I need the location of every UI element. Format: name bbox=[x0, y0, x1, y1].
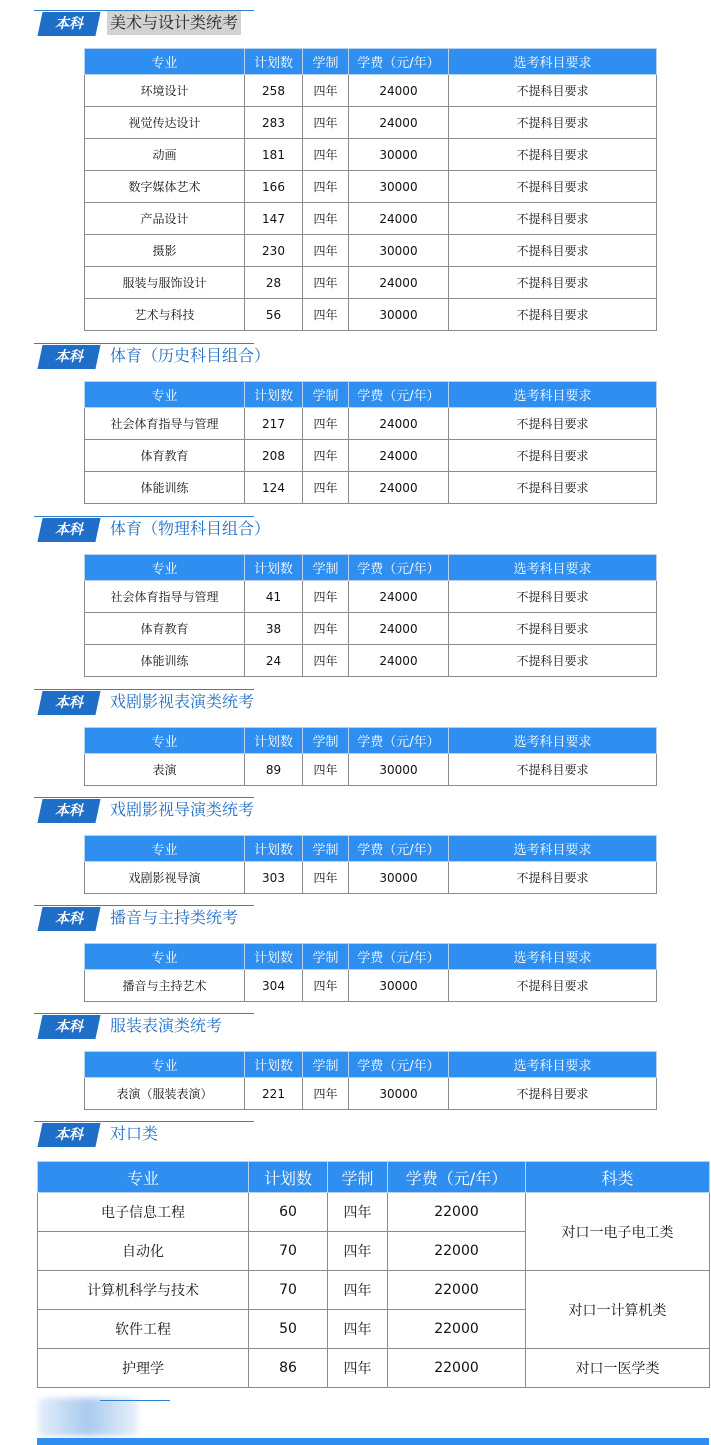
cell-fee: 30000 bbox=[349, 970, 449, 1002]
cell-category: 对口一医学类 bbox=[526, 1349, 710, 1388]
table-row bbox=[85, 754, 657, 786]
cell-years: 四年 bbox=[303, 139, 349, 171]
section-title: 体育（物理科目组合） bbox=[110, 519, 271, 538]
cell-req: 不提科目要求 bbox=[449, 613, 657, 645]
cell-req: 不提科目要求 bbox=[449, 408, 657, 440]
column-header-plan: 计划数 bbox=[245, 555, 303, 581]
column-header-years: 学制 bbox=[303, 555, 349, 581]
column-header-fee: 学费（元/年） bbox=[349, 382, 449, 408]
table-row bbox=[85, 472, 657, 504]
plan-table bbox=[84, 943, 657, 1002]
cell-fee: 24000 bbox=[349, 581, 449, 613]
column-header-fee: 学费（元/年） bbox=[349, 836, 449, 862]
column-header-major: 专业 bbox=[85, 944, 245, 970]
section-header bbox=[34, 905, 294, 933]
column-header-fee: 学费（元/年） bbox=[349, 555, 449, 581]
cell-plan: 70 bbox=[249, 1232, 328, 1271]
cell-major: 社会体育指导与管理 bbox=[85, 408, 245, 440]
blurred-badge bbox=[38, 1398, 138, 1436]
cell-fee: 30000 bbox=[349, 1078, 449, 1110]
column-header-major: 专业 bbox=[85, 49, 245, 75]
cell-plan: 56 bbox=[245, 299, 303, 331]
cell-years: 四年 bbox=[303, 472, 349, 504]
cell-years: 四年 bbox=[303, 645, 349, 677]
table-header-row bbox=[85, 1052, 657, 1078]
cell-fee: 24000 bbox=[349, 107, 449, 139]
column-header-fee: 学费（元/年） bbox=[349, 944, 449, 970]
cell-category: 对口一电子电工类 bbox=[526, 1193, 710, 1271]
cell-years: 四年 bbox=[303, 440, 349, 472]
cell-req: 不提科目要求 bbox=[449, 139, 657, 171]
section-header bbox=[34, 1121, 294, 1149]
cell-plan: 304 bbox=[245, 970, 303, 1002]
section-header bbox=[34, 343, 294, 371]
cell-major: 计算机科学与技术 bbox=[38, 1271, 249, 1310]
column-header-plan: 计划数 bbox=[245, 382, 303, 408]
cell-years: 四年 bbox=[303, 299, 349, 331]
level-badge bbox=[37, 518, 100, 542]
badge-label: 本科 bbox=[55, 1127, 83, 1143]
plan-table bbox=[84, 48, 657, 331]
column-header-subject: 选考科目要求 bbox=[449, 944, 657, 970]
cell-fee: 22000 bbox=[388, 1232, 526, 1271]
level-badge bbox=[37, 345, 100, 369]
cell-plan: 86 bbox=[249, 1349, 328, 1388]
table-row bbox=[85, 139, 657, 171]
cell-fee: 24000 bbox=[349, 75, 449, 107]
cell-plan: 166 bbox=[245, 171, 303, 203]
badge-label: 本科 bbox=[55, 803, 83, 819]
table-header-row bbox=[85, 728, 657, 754]
column-header-major: 专业 bbox=[85, 1052, 245, 1078]
cell-major: 电子信息工程 bbox=[38, 1193, 249, 1232]
cell-req: 不提科目要求 bbox=[449, 235, 657, 267]
column-header-subject: 选考科目要求 bbox=[449, 1052, 657, 1078]
cell-years: 四年 bbox=[328, 1349, 388, 1388]
cell-fee: 24000 bbox=[349, 613, 449, 645]
cell-fee: 30000 bbox=[349, 754, 449, 786]
cell-major: 动画 bbox=[85, 139, 245, 171]
table-header-row bbox=[85, 49, 657, 75]
column-header-subject: 选考科目要求 bbox=[449, 382, 657, 408]
cell-plan: 217 bbox=[245, 408, 303, 440]
cell-major: 摄影 bbox=[85, 235, 245, 267]
cell-major: 体育教育 bbox=[85, 613, 245, 645]
table-row bbox=[85, 299, 657, 331]
cell-req: 不提科目要求 bbox=[449, 970, 657, 1002]
column-header-plan: 计划数 bbox=[249, 1162, 328, 1193]
section-title: 服装表演类统考 bbox=[110, 1016, 223, 1035]
section-title: 戏剧影视导演类统考 bbox=[110, 800, 255, 819]
plan-table bbox=[84, 554, 657, 677]
cell-req: 不提科目要求 bbox=[449, 862, 657, 894]
plan-table bbox=[84, 381, 657, 504]
badge-label: 本科 bbox=[55, 349, 83, 365]
next-table-header bbox=[37, 1438, 709, 1445]
table-row bbox=[85, 613, 657, 645]
cell-req: 不提科目要求 bbox=[449, 645, 657, 677]
cell-years: 四年 bbox=[303, 754, 349, 786]
column-header-major: 专业 bbox=[85, 728, 245, 754]
cell-years: 四年 bbox=[328, 1232, 388, 1271]
table-row bbox=[85, 171, 657, 203]
column-header-fee: 学费（元/年） bbox=[349, 49, 449, 75]
cell-fee: 30000 bbox=[349, 235, 449, 267]
column-header-fee: 学费（元/年） bbox=[349, 728, 449, 754]
column-header-years: 学制 bbox=[303, 728, 349, 754]
cell-plan: 221 bbox=[245, 1078, 303, 1110]
cell-plan: 124 bbox=[245, 472, 303, 504]
table-row bbox=[85, 408, 657, 440]
cell-major: 软件工程 bbox=[38, 1310, 249, 1349]
cell-fee: 22000 bbox=[388, 1271, 526, 1310]
cell-fee: 22000 bbox=[388, 1310, 526, 1349]
column-header-subject: 选考科目要求 bbox=[449, 49, 657, 75]
cell-major: 产品设计 bbox=[85, 203, 245, 235]
cell-fee: 30000 bbox=[349, 139, 449, 171]
table-row bbox=[85, 107, 657, 139]
cell-req: 不提科目要求 bbox=[449, 203, 657, 235]
cell-major: 体育教育 bbox=[85, 440, 245, 472]
column-header-years: 学制 bbox=[303, 49, 349, 75]
level-badge bbox=[37, 1123, 100, 1147]
vocational-table bbox=[37, 1161, 710, 1388]
cell-years: 四年 bbox=[328, 1271, 388, 1310]
table-row bbox=[85, 970, 657, 1002]
cell-major: 体能训练 bbox=[85, 645, 245, 677]
cell-req: 不提科目要求 bbox=[449, 1078, 657, 1110]
level-badge bbox=[37, 907, 100, 931]
cell-plan: 89 bbox=[245, 754, 303, 786]
level-badge bbox=[37, 799, 100, 823]
cell-years: 四年 bbox=[303, 171, 349, 203]
column-header-major: 专业 bbox=[85, 382, 245, 408]
plan-table bbox=[84, 727, 657, 786]
badge-label: 本科 bbox=[55, 1019, 83, 1035]
cell-years: 四年 bbox=[303, 235, 349, 267]
table-row bbox=[85, 862, 657, 894]
table-row bbox=[85, 235, 657, 267]
cell-fee: 22000 bbox=[388, 1193, 526, 1232]
cell-plan: 181 bbox=[245, 139, 303, 171]
cell-fee: 24000 bbox=[349, 440, 449, 472]
cell-plan: 303 bbox=[245, 862, 303, 894]
table-row bbox=[38, 1349, 710, 1388]
cell-major: 戏剧影视导演 bbox=[85, 862, 245, 894]
badge-label: 本科 bbox=[55, 911, 83, 927]
cell-major: 社会体育指导与管理 bbox=[85, 581, 245, 613]
cell-years: 四年 bbox=[303, 581, 349, 613]
cell-major: 自动化 bbox=[38, 1232, 249, 1271]
cell-req: 不提科目要求 bbox=[449, 754, 657, 786]
cell-plan: 208 bbox=[245, 440, 303, 472]
cell-major: 服装与服饰设计 bbox=[85, 267, 245, 299]
column-header-years: 学制 bbox=[303, 944, 349, 970]
cell-req: 不提科目要求 bbox=[449, 472, 657, 504]
cell-plan: 70 bbox=[249, 1271, 328, 1310]
cell-fee: 24000 bbox=[349, 267, 449, 299]
cell-plan: 38 bbox=[245, 613, 303, 645]
column-header-plan: 计划数 bbox=[245, 728, 303, 754]
cell-plan: 41 bbox=[245, 581, 303, 613]
cell-req: 不提科目要求 bbox=[449, 299, 657, 331]
column-header-years: 学制 bbox=[328, 1162, 388, 1193]
cell-fee: 30000 bbox=[349, 862, 449, 894]
badge-label: 本科 bbox=[55, 522, 83, 538]
column-header-plan: 计划数 bbox=[245, 836, 303, 862]
column-header-plan: 计划数 bbox=[245, 944, 303, 970]
section-title: 戏剧影视表演类统考 bbox=[110, 692, 255, 711]
cell-req: 不提科目要求 bbox=[449, 171, 657, 203]
section-title: 对口类 bbox=[110, 1124, 159, 1143]
plan-table bbox=[84, 1051, 657, 1110]
column-header-major: 专业 bbox=[85, 836, 245, 862]
column-header-fee: 学费（元/年） bbox=[388, 1162, 526, 1193]
table-header-row bbox=[85, 555, 657, 581]
cell-major: 数字媒体艺术 bbox=[85, 171, 245, 203]
cell-plan: 50 bbox=[249, 1310, 328, 1349]
cell-req: 不提科目要求 bbox=[449, 267, 657, 299]
cell-major: 环境设计 bbox=[85, 75, 245, 107]
section-header bbox=[34, 689, 294, 717]
cell-major: 表演 bbox=[85, 754, 245, 786]
cell-plan: 230 bbox=[245, 235, 303, 267]
cell-fee: 24000 bbox=[349, 472, 449, 504]
level-badge bbox=[37, 691, 100, 715]
level-badge bbox=[37, 1015, 100, 1039]
cell-years: 四年 bbox=[303, 408, 349, 440]
cell-fee: 22000 bbox=[388, 1349, 526, 1388]
section-divider bbox=[100, 1400, 170, 1401]
section-title: 播音与主持类统考 bbox=[110, 908, 239, 927]
badge-label: 本科 bbox=[55, 695, 83, 711]
column-header-subject: 选考科目要求 bbox=[449, 728, 657, 754]
cell-plan: 60 bbox=[249, 1193, 328, 1232]
cell-major: 播音与主持艺术 bbox=[85, 970, 245, 1002]
table-row bbox=[85, 1078, 657, 1110]
cell-major: 护理学 bbox=[38, 1349, 249, 1388]
table-row bbox=[38, 1271, 710, 1310]
section-title: 美术与设计类统考 bbox=[107, 11, 241, 35]
table-header-row bbox=[85, 836, 657, 862]
cell-major: 表演（服装表演） bbox=[85, 1078, 245, 1110]
table-row bbox=[85, 645, 657, 677]
cell-req: 不提科目要求 bbox=[449, 440, 657, 472]
cell-req: 不提科目要求 bbox=[449, 581, 657, 613]
table-header-row bbox=[85, 944, 657, 970]
cell-plan: 28 bbox=[245, 267, 303, 299]
cell-plan: 147 bbox=[245, 203, 303, 235]
table-row bbox=[85, 267, 657, 299]
section-header bbox=[34, 10, 294, 38]
cell-plan: 24 bbox=[245, 645, 303, 677]
table-row bbox=[85, 440, 657, 472]
column-header-major: 专业 bbox=[85, 555, 245, 581]
cell-req: 不提科目要求 bbox=[449, 75, 657, 107]
table-row bbox=[85, 203, 657, 235]
column-header-years: 学制 bbox=[303, 382, 349, 408]
cell-years: 四年 bbox=[303, 1078, 349, 1110]
cell-req: 不提科目要求 bbox=[449, 107, 657, 139]
section-header bbox=[34, 1013, 294, 1041]
cell-plan: 258 bbox=[245, 75, 303, 107]
cell-years: 四年 bbox=[303, 267, 349, 299]
cell-fee: 30000 bbox=[349, 299, 449, 331]
cell-years: 四年 bbox=[303, 862, 349, 894]
column-header-years: 学制 bbox=[303, 1052, 349, 1078]
table-header-row bbox=[38, 1162, 710, 1193]
column-header-years: 学制 bbox=[303, 836, 349, 862]
cell-fee: 24000 bbox=[349, 645, 449, 677]
cell-major: 视觉传达设计 bbox=[85, 107, 245, 139]
section-header bbox=[34, 797, 294, 825]
column-header-major: 专业 bbox=[38, 1162, 249, 1193]
section-title: 体育（历史科目组合） bbox=[110, 346, 271, 365]
cell-fee: 24000 bbox=[349, 408, 449, 440]
column-header-plan: 计划数 bbox=[245, 49, 303, 75]
table-row bbox=[85, 75, 657, 107]
cell-years: 四年 bbox=[303, 203, 349, 235]
cell-years: 四年 bbox=[328, 1193, 388, 1232]
column-header-category: 科类 bbox=[526, 1162, 710, 1193]
cell-years: 四年 bbox=[303, 613, 349, 645]
cell-category: 对口一计算机类 bbox=[526, 1271, 710, 1349]
cell-years: 四年 bbox=[328, 1310, 388, 1349]
level-badge bbox=[37, 12, 100, 36]
cell-years: 四年 bbox=[303, 970, 349, 1002]
section-header bbox=[34, 516, 294, 544]
badge-label: 本科 bbox=[55, 16, 83, 32]
plan-table bbox=[84, 835, 657, 894]
column-header-subject: 选考科目要求 bbox=[449, 555, 657, 581]
cell-major: 体能训练 bbox=[85, 472, 245, 504]
cell-fee: 30000 bbox=[349, 171, 449, 203]
table-row bbox=[85, 581, 657, 613]
cell-fee: 24000 bbox=[349, 203, 449, 235]
table-header-row bbox=[85, 382, 657, 408]
table-row bbox=[38, 1193, 710, 1232]
column-header-plan: 计划数 bbox=[245, 1052, 303, 1078]
column-header-subject: 选考科目要求 bbox=[449, 836, 657, 862]
cell-plan: 283 bbox=[245, 107, 303, 139]
cell-years: 四年 bbox=[303, 75, 349, 107]
cell-years: 四年 bbox=[303, 107, 349, 139]
column-header-fee: 学费（元/年） bbox=[349, 1052, 449, 1078]
cell-major: 艺术与科技 bbox=[85, 299, 245, 331]
